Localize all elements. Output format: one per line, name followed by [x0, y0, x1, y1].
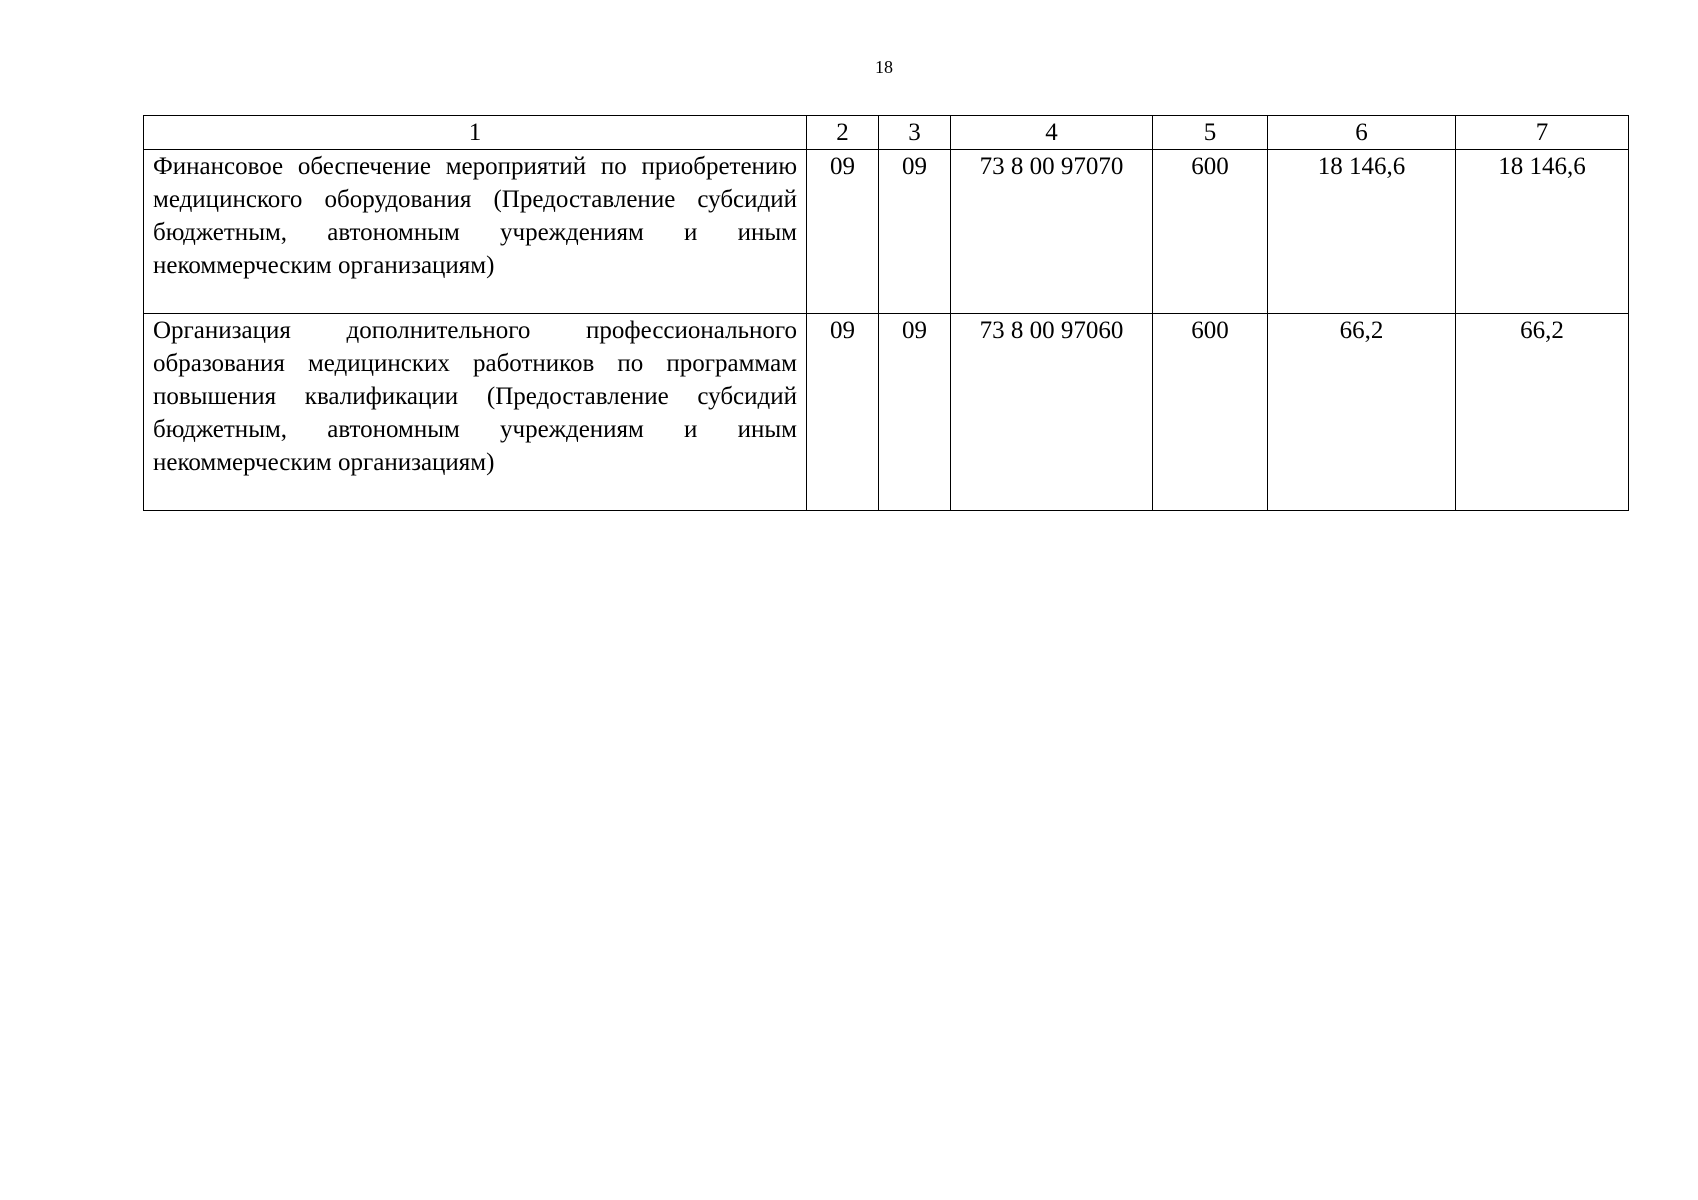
row-section-code: 09 — [807, 150, 879, 314]
column-header: 4 — [951, 116, 1153, 150]
column-header: 2 — [807, 116, 879, 150]
row-description: Организация дополнительного профессионального образования медицинских работников по программам повышения квалификации (Предоставление субсидий бюджетным, автономным учреждениям и иным некоммерческим организациям) — [144, 314, 807, 511]
row-description: Финансовое обеспечение мероприятий по приобретению медицинского оборудования (Предоставление субсидий бюджетным, автономным учреждениям и иным некоммерческим организациям) — [144, 150, 807, 314]
row-subsection-code: 09 — [879, 314, 951, 511]
row-amount: 18 146,6 — [1456, 150, 1629, 314]
row-expense-type-code: 600 — [1153, 314, 1268, 511]
row-target-article-code: 73 8 00 97060 — [951, 314, 1153, 511]
row-subsection-code: 09 — [879, 150, 951, 314]
table-row — [144, 150, 1629, 314]
table-row — [144, 314, 1629, 511]
row-amount: 66,2 — [1268, 314, 1456, 511]
column-header: 6 — [1268, 116, 1456, 150]
budget-table — [143, 115, 1629, 511]
column-header: 1 — [144, 116, 807, 150]
row-target-article-code: 73 8 00 97070 — [951, 150, 1153, 314]
row-expense-type-code: 600 — [1153, 150, 1268, 314]
page-number: 18 — [875, 57, 893, 77]
row-section-code: 09 — [807, 314, 879, 511]
row-amount: 66,2 — [1456, 314, 1629, 511]
column-header: 5 — [1153, 116, 1268, 150]
column-header: 7 — [1456, 116, 1629, 150]
table-header-row — [144, 116, 1629, 150]
row-amount: 18 146,6 — [1268, 150, 1456, 314]
column-header: 3 — [879, 116, 951, 150]
